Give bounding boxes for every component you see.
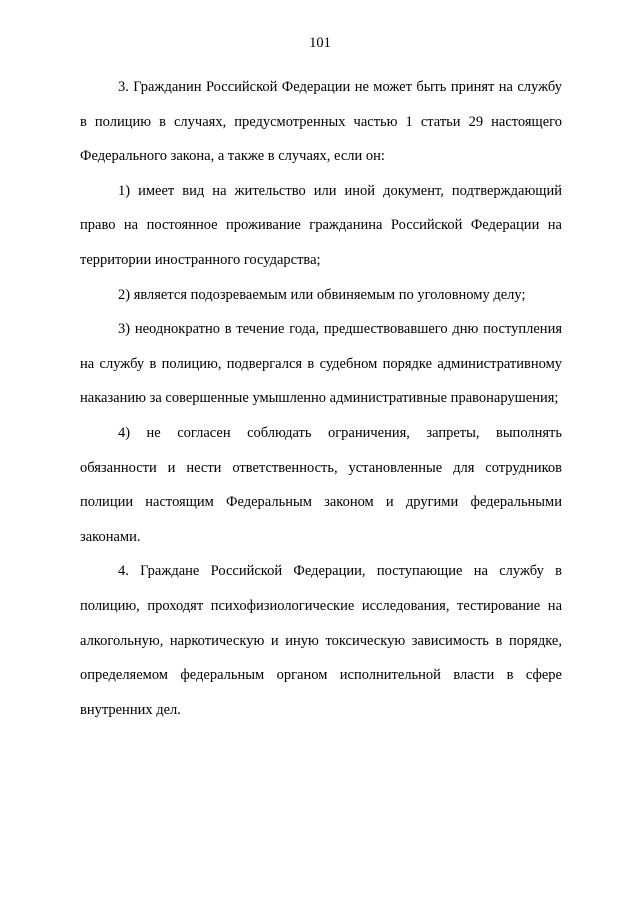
section-4-text: 4. Граждане Российской Федерации, поступающие на службу в полицию, проходят психофизиологические исследования, тестирование на алкогольную, наркотическую и иную токсическую зависимость в порядке, определяемом федеральным органом исполнительной власти в сфере внутренних дел. bbox=[80, 563, 562, 718]
section-3-item-3: 3) неоднократно в течение года, предшествовавшего дню поступления на службу в полицию, подвергался в судебном порядке административному наказанию за совершенные умышленно административные правонарушения; bbox=[80, 321, 562, 407]
section-3-intro: 3. Гражданин Российской Федерации не может быть принят на службу в полицию в случаях, предусмотренных частью 1 статьи 29 настоящего Федерального закона, а также в случаях, если он: bbox=[80, 79, 562, 165]
section-3-item-4: 4) не согласен соблюдать ограничения, запреты, выполнять обязанности и нести ответственность, установленные для сотрудников полиции настоящим Федеральным законом и другими федеральными законами. bbox=[80, 424, 562, 545]
document-body bbox=[80, 70, 562, 727]
section-3-item-1: 1) имеет вид на жительство или иной документ, подтверждающий право на постоянное проживание гражданина Российской Федерации на территории иностранного государства; bbox=[80, 182, 562, 268]
section-3-item-2: 2) является подозреваемым или обвиняемым по уголовному делу; bbox=[118, 286, 526, 303]
page-number: 101 bbox=[309, 35, 331, 51]
